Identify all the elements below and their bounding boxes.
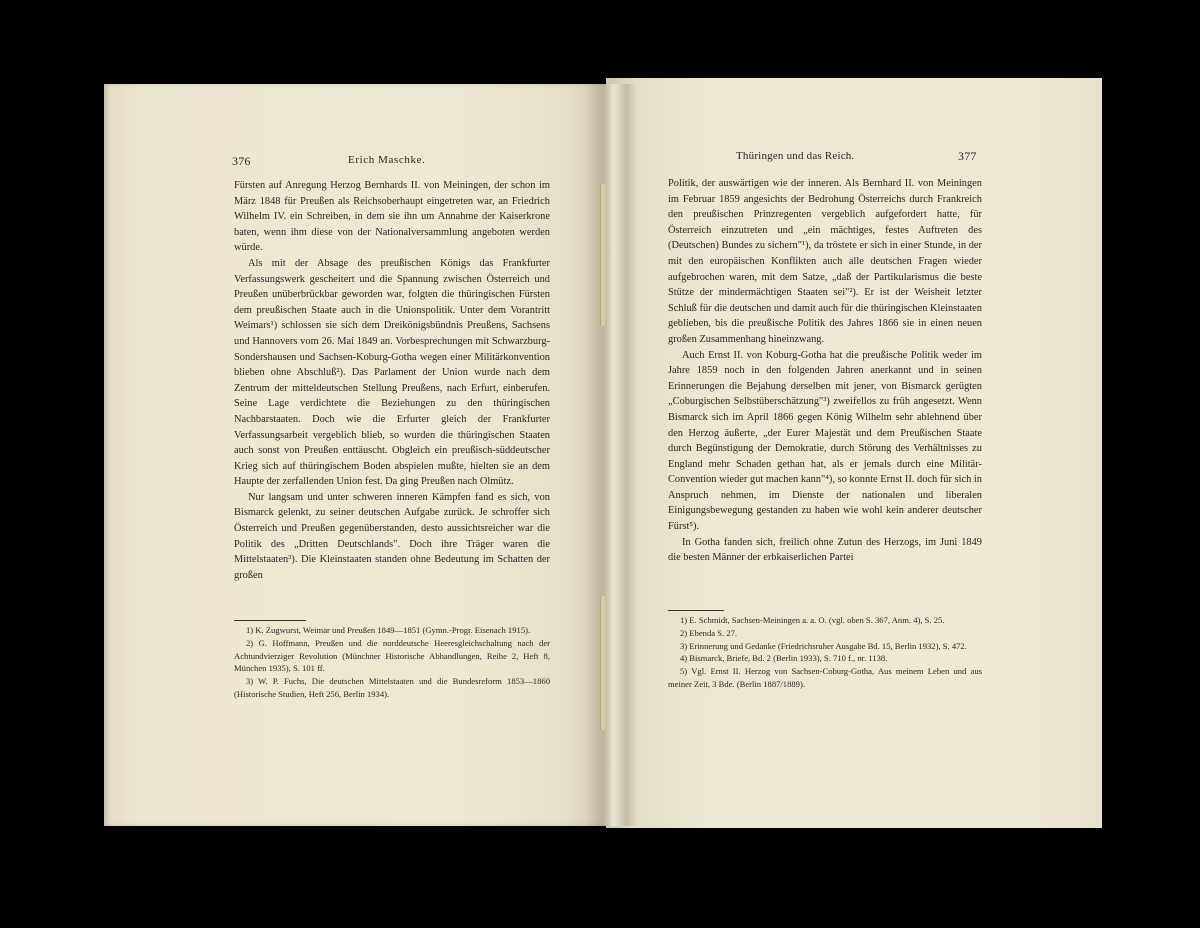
binding-thread-lower (600, 596, 605, 730)
right-paragraph-3: In Gotha fanden sich, freilich ohne Zutun des Herzogs, im Juni 1849 die besten Männer der erbkaiserlichen Partei (668, 536, 982, 564)
right-page (606, 78, 1102, 828)
right-footnote-3: 3) Erinnerung und Gedanke (Friedrichsruher Ausgabe Bd. 15, Berlin 1932), S. 472. (680, 640, 967, 651)
left-footnote-1: 1) K. Zugwurst, Weimar und Preußen 1849—1851 (Gymn.-Progr. Eisenach 1915). (246, 625, 531, 635)
book-gutter (585, 84, 637, 826)
right-footnote-5: 5) Vgl. Ernst II. Herzog von Sachsen-Coburg-Gotha, Aus meinem Leben und aus meiner Zeit, 3 Bde. (Berlin 1887/1889). (668, 666, 982, 689)
right-footnotes (668, 614, 982, 691)
left-paragraph-1: Fürsten auf Anregung Herzog Bernhards II. von Meiningen, der schon im März 1848 für Preußen als Reichsoberhaupt eingetreten war, an Friedrich Wilhelm IV. ein Schreiben, in dem sie ihn um Annahme der Kaiserkrone baten, wenn ihm diese von der Nationalversammlung angeboten werden würde. (234, 180, 550, 254)
right-paragraph-1: Politik, der auswärtigen wie der inneren. Als Bernhard II. von Meiningen im Februar 1859 angesichts der Bedrohung Österreichs durch Frankreich den preußischen Prinzregenten vergeblich aufgefordert hatte, für Österreich einzutreten und „ein mächtiges, festes Auftreten des (Deutschen) Bundes zu sichern"¹), da tröstete er sich in einer Stunde, in der mit den europäischen Konflikten auch alle deutschen Fragen wieder aufgebrochen waren, mit dem Satze, „daß der Partikularismus die beste Stütze der mindermächtigen Staaten sei"²). Er ist der Weisheit letzter Schluß für die deutschen und damit auch für die thüringischen Kleinstaaten geblieben, bis die preußische Politik des Jahres 1866 sie in einen neuen großen Zusammenhang hineinzwang. (668, 178, 982, 345)
right-running-head: Thüringen und das Reich. (736, 150, 855, 162)
left-running-head: Erich Maschke. (348, 154, 426, 166)
left-page (104, 84, 606, 826)
right-footnote-4: 4) Bismarck, Briefe, Bd. 2 (Berlin 1933), S. 710 f., nr. 1138. (680, 653, 888, 664)
left-paragraph-3: Nur langsam und unter schweren inneren Kämpfen fand es sich, von Bismarck gelenkt, zu seiner deutschen Aufgabe zurück. Je schroffer sich Österreich und Preußen gegenüberstanden, desto aussichtsreicher war die Politik des „Dritten Deutschlands". Doch ihre Träger waren die Mittelstaaten³). Die Kleinstaaten standen ohne Bedeutung im Schatten der großen (234, 491, 550, 581)
right-paragraph-2: Auch Ernst II. von Koburg-Gotha hat die preußische Politik weder im Jahre 1859 noch in den folgenden Jahren anerkannt und in seinen Erinnerungen die Bejahung derselben mit jener, von Bismarck gerügten „Coburgischen Selbstüberschätzung"³) zweifellos zu früh angesetzt. Wenn Bismarck sich im April 1866 gegen König Wilhelm sehr ablehnend über den Herzog äußerte, „der Eurer Majestät und dem Preußischen Staate durch Begünstigung der Demokratie, durch Störung des Verhältnisses zu England mehr Schaden gethan hat, als er jemals durch eine Militär-Convention wieder gut machen kann"⁴), so konnte Ernst II. doch für sich in Anspruch nehmen, im Dienste der nationalen und liberalen Einigungsbewegung gestanden zu haben wie wohl kein anderer deutscher Fürst⁵). (668, 349, 982, 533)
left-body-text (234, 178, 550, 583)
left-paragraph-2: Als mit der Absage des preußischen Königs das Frankfurter Verfassungswerk gescheitert und die Spannung zwischen Österreich und Preußen unüberbrückbar geworden war, folgten die thüringischen Fürsten dem preußischen Staate auch in die Unionspolitik. Unter dem Vorantritt Weimars¹) schlossen sie sich dem Dreikönigsbündnis Preußens, Sachsens und Hannovers vom 26. Mai 1849 an. Vorbesprechungen mit Schwarzburg-Sondershausen und Sachsen-Koburg-Gotha wegen einer Militärkonvention blieben ohne Abschluß²). Das Parlament der Union wurde nach dem Zentrum der mitteldeutschen Stellung Preußens, nach Erfurt, einberufen. Seine Lage verdichtete die Beziehungen zu den thüringischen Nachbarstaaten. Doch wie die Erfurter gleich der Frankfurter Verfassungsarbeit vergeblich blieb, so wurden die thüringischen Staaten auch sonst von Preußen enttäuscht. Obgleich ein preußisch-süddeutscher Krieg sich auf thüringischem Boden abspielen mußte, hielten sie an dem Haupte der zerfallenden Union fest. Da ging Preußen nach Olmütz. (234, 257, 550, 488)
left-footnote-3: 3) W. P. Fuchs, Die deutschen Mittelstaaten und die Bundesreform 1853—1860 (Historische Studien, Heft 256, Berlin 1934). (234, 676, 550, 699)
right-footnote-rule (668, 610, 724, 611)
right-footnote-1: 1) E. Schmidt, Sachsen-Meiningen a. a. O. (vgl. oben S. 367, Anm. 4), S. 25. (680, 615, 945, 625)
left-footnote-2: 2) G. Hoffmann, Preußen und die norddeutsche Heeresgleichschaltung nach der Achtundvierziger Revolution (Münchner Historische Abhandlungen, Reihe 2, Heft 8, München 1935), S. 101 ff. (234, 637, 550, 674)
left-page-number: 376 (232, 154, 251, 168)
right-page-number: 377 (958, 149, 977, 163)
left-footnote-rule (234, 620, 306, 621)
left-footnotes (234, 624, 550, 701)
binding-thread-upper (600, 184, 605, 326)
right-footnote-2: 2) Ebenda S. 27. (680, 627, 738, 638)
right-body-text (668, 176, 982, 566)
